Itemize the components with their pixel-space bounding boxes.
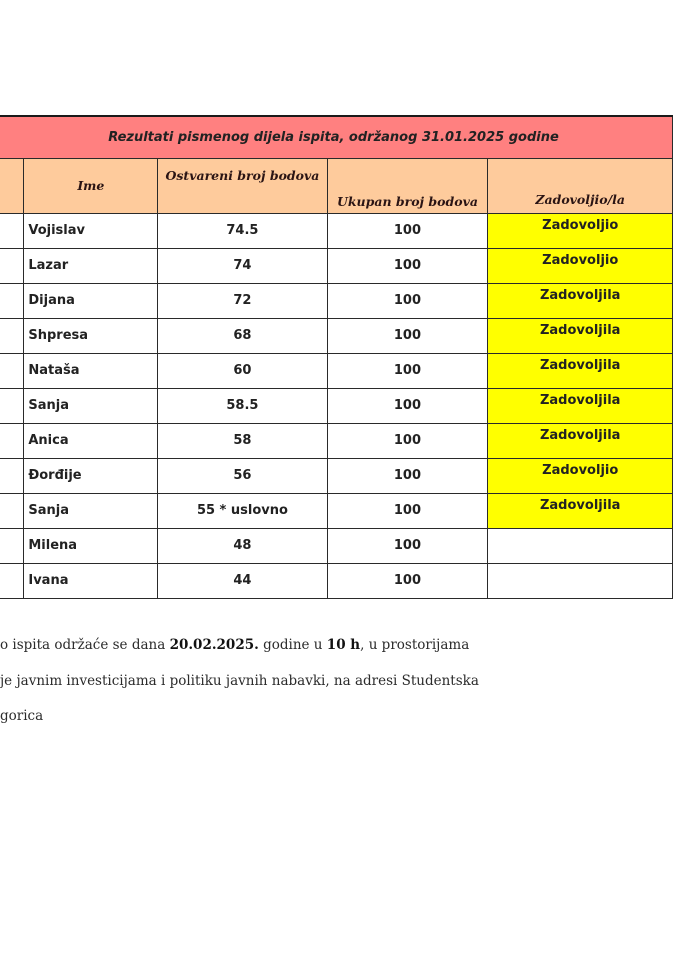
total-cell: 100: [327, 563, 488, 598]
total-cell: 100: [327, 213, 488, 248]
achieved-cell: 60: [158, 353, 327, 388]
total-cell: 100: [327, 423, 488, 458]
passed-cell: Zadovoljila: [488, 388, 673, 423]
name-cell: Milena: [24, 528, 158, 563]
table-row: [0, 353, 673, 388]
header-name: Ime: [24, 158, 158, 213]
achieved-cell: 58: [158, 423, 327, 458]
table-row: [0, 528, 673, 563]
note-line-1: [0, 637, 469, 653]
achieved-cell: 58.5: [158, 388, 327, 423]
header-passed: Zadovoljio/la: [488, 158, 673, 213]
row-index-cell: [0, 213, 24, 248]
achieved-cell: 48: [158, 528, 327, 563]
note-text: , u prostorijama: [360, 637, 470, 653]
achieved-cell: 44: [158, 563, 327, 598]
note-line-2: je javnim investicijama i politiku javnih nabavki, na adresi Studentska: [0, 673, 479, 689]
total-cell: 100: [327, 283, 488, 318]
total-cell: 100: [327, 528, 488, 563]
total-cell: 100: [327, 248, 488, 283]
note-text: godine u: [258, 637, 327, 653]
passed-cell: Zadovoljio: [488, 458, 673, 493]
achieved-cell: 72: [158, 283, 327, 318]
name-cell: Lazar: [24, 248, 158, 283]
achieved-cell: 74: [158, 248, 327, 283]
table-row: [0, 423, 673, 458]
exam-date: 20.02.2025.: [169, 637, 259, 653]
total-cell: 100: [327, 458, 488, 493]
row-index-cell: [0, 388, 24, 423]
table-row: [0, 283, 673, 318]
name-cell: Vojislav: [24, 213, 158, 248]
results-table: [0, 115, 673, 599]
row-index-cell: [0, 248, 24, 283]
total-cell: 100: [327, 493, 488, 528]
table-row: [0, 493, 673, 528]
achieved-cell: 55 * uslovno: [158, 493, 327, 528]
row-index-cell: [0, 353, 24, 388]
note-line-3: gorica: [0, 708, 44, 724]
name-cell: Sanja: [24, 493, 158, 528]
name-cell: Anica: [24, 423, 158, 458]
table-row: [0, 248, 673, 283]
header-achieved: [158, 158, 327, 213]
passed-cell: [488, 528, 673, 563]
header-achieved-label: Ostvareni broj bodova: [165, 167, 320, 183]
table-header-row: [0, 158, 673, 213]
row-index-cell: [0, 528, 24, 563]
header-total: Ukupan broj bodova: [327, 158, 488, 213]
passed-cell: Zadovoljila: [488, 318, 673, 353]
table-row: [0, 318, 673, 353]
passed-cell: Zadovoljio: [488, 248, 673, 283]
name-cell: Dijana: [24, 283, 158, 318]
total-cell: 100: [327, 353, 488, 388]
total-cell: 100: [327, 318, 488, 353]
exam-time: 10 h: [326, 637, 361, 653]
row-index-cell: [0, 283, 24, 318]
passed-cell: Zadovoljila: [488, 353, 673, 388]
passed-cell: Zadovoljila: [488, 493, 673, 528]
table-row: [0, 458, 673, 493]
name-cell: Sanja: [24, 388, 158, 423]
passed-cell: [488, 563, 673, 598]
row-index-cell: [0, 318, 24, 353]
achieved-cell: 68: [158, 318, 327, 353]
name-cell: Ivana: [24, 563, 158, 598]
table-row: [0, 563, 673, 598]
achieved-cell: 74.5: [158, 213, 327, 248]
table-row: [0, 388, 673, 423]
row-index-cell: [0, 493, 24, 528]
name-cell: Nataša: [24, 353, 158, 388]
name-cell: Đorđije: [24, 458, 158, 493]
name-cell: Shpresa: [24, 318, 158, 353]
table-row: [0, 213, 673, 248]
total-cell: 100: [327, 388, 488, 423]
note-text: o ispita održaće se dana: [0, 637, 170, 653]
row-index-cell: [0, 563, 24, 598]
achieved-cell: 56: [158, 458, 327, 493]
table-title: Rezultati pismenog dijela ispita, održanog 31.01.2025 godine: [0, 116, 673, 158]
passed-cell: Zadovoljila: [488, 283, 673, 318]
row-index-cell: [0, 458, 24, 493]
passed-cell: Zadovoljio: [488, 213, 673, 248]
header-col0: [0, 158, 24, 213]
passed-cell: Zadovoljila: [488, 423, 673, 458]
row-index-cell: [0, 423, 24, 458]
